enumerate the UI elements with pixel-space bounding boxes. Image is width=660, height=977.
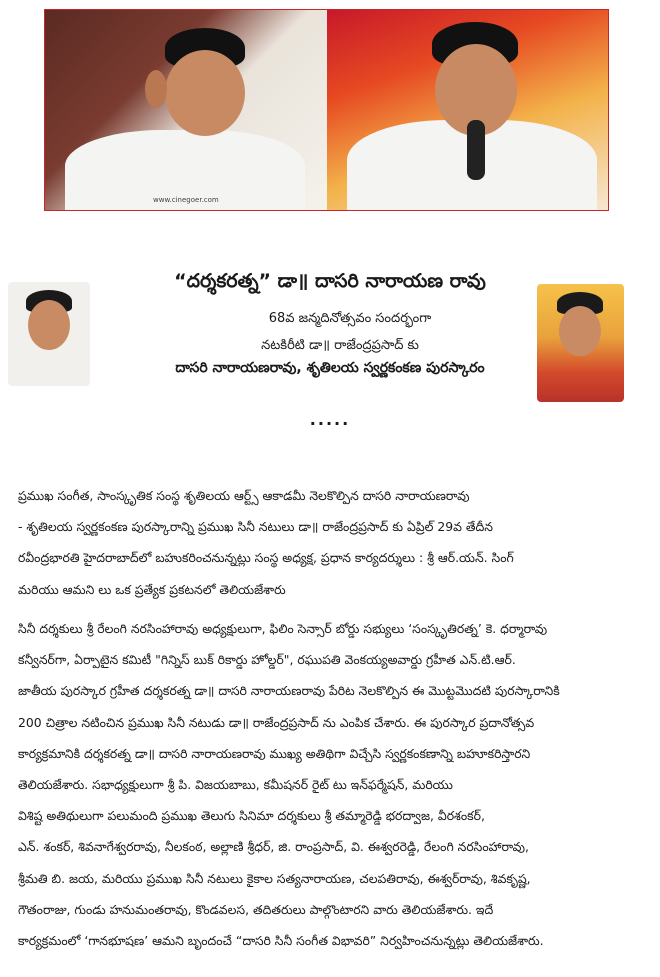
para1-line: ప్రముఖ సంగీత, సాంస్కృతిక సంస్థ శృతిలయ ఆర్ట్స్ ఆకాడమీ నెలకొల్పిన దాసరి నారాయణరావు	[18, 488, 470, 503]
para1-line: రవీంద్రభారతి హైదరాబాద్‌లో బహుకరించనున్నట్లు సంస్థ అధ్యక్ష, ప్రధాన కార్యదర్శులు : శ్రీ ఆర్.యన్. సింగ్	[18, 550, 514, 566]
para2-line: గౌతంరాజు, గుండు హనుమంతరావు, కొండవలస, తదితరులు పాల్గొంటారని వారు తెలియజేశారు. ఇదే	[18, 901, 494, 917]
headline: “దర్శకరత్న” డా॥ దాసరి నారాయణ రావు	[174, 270, 486, 292]
separator-dots: .....	[309, 410, 351, 429]
rajendra-prasad-photo	[327, 10, 608, 210]
para2-line: జాతీయ పురస్కార గ్రహీత దర్శకరత్న డా॥ దాసరి నారాయణరావు పేరిట నెలకొల్పిన ఈ మొట్టమొదటి పురస్కారానికి	[18, 683, 560, 699]
para2-line: కార్యక్రమంలో ‘గానభూషణ’ ఆమని బృందంచే “దాసరి సినీ సంగీత విభావరి” నిర్వహించనున్నట్లు తెలియజేశారు.	[18, 932, 544, 948]
rajendra-prasad-portrait	[537, 284, 624, 402]
award-title: దాసరి నారాయణరావు, శృతిలయ స్వర్ణకంకణ పురస్కారం	[175, 360, 485, 376]
dasari-photo	[45, 10, 327, 210]
header-photo-banner	[44, 9, 609, 211]
para2-line: ఎన్. శంకర్, శివనాగేశ్వరరావు, నీలకంఠ, అల్లాణి శ్రీధర్, జి. రాంప్రసాద్, వి. ఈశ్వరరెడ్డి, రేలంగి నరసింహారావు,	[18, 839, 529, 855]
para2-line: 200 చిత్రాల నటించిన ప్రముఖ సినీ నటుడు డా॥ రాజేంద్రప్రసాద్ ను ఎంపిక చేశారు. ఈ పురస్కార ప్రదానోత్సవ	[18, 714, 535, 730]
para2-line: కార్యక్రమానికి దర్శకరత్న డా॥ దాసరి నారాయణరావు ముఖ్య అతిథిగా విచ్చేసి స్వర్ణకంకణాన్ని బహూకరిస్తారని	[18, 745, 531, 761]
banner-watermark: www.cinegoer.com	[153, 196, 219, 204]
paragraph-details	[18, 613, 646, 956]
para2-line: కన్వీనర్‌గా, ఏర్పాటైన కమిటీ "గిన్నిస్ బుక్ రికార్డు హోల్డర్", రఘుపతి వెంకయ్యఅవార్డు గ్రహీత ఎన్.టి.ఆర్.	[18, 652, 516, 668]
para2-line: తెలియజేశారు. సభాధ్యక్షులుగా శ్రీ పి. విజయబాబు, కమీషనర్ రైట్ టు ఇన్‌ఫర్మేషన్, మరియు	[18, 776, 453, 792]
para2-line: శ్రీమతి బి. జయ, మరియు ప్రముఖ సినీ నటులు కైకాల సత్యనారాయణ, చలపతిరావు, ఈశ్వర్‌రావు, శివకృష్ణ,	[18, 870, 531, 886]
subheadline-honoree: నటకిరీటి డా॥ రాజేంద్రప్రసాద్ కు	[261, 338, 419, 353]
para2-line: విశిష్ట అతిథులుగా పలుమంది ప్రముఖ తెలుగు సినిమా దర్శకులు శ్రీ తమ్మారెడ్డి భరద్వాజ, వీరశంకర్,	[18, 808, 485, 824]
para1-line: - శృతిలయ స్వర్ణకంకణ పురస్కారాన్ని ప్రముఖ సినీ నటులు డా॥ రాజేంద్రప్రసాద్ కు ఏప్రిల్ 29వ తేదీన	[18, 519, 493, 535]
paragraph-announcement	[18, 480, 646, 605]
subheadline-occasion: 68వ జన్మదినోత్సవం సందర్భంగా	[268, 311, 432, 326]
para1-line: మరియు ఆమని లు ఒక ప్రత్యేక ప్రకటనలో తెలియజేశారు	[18, 581, 286, 597]
para2-line: సినీ దర్శకులు శ్రీ రేలంగి నరసింహారావు అధ్యక్షులుగా, ఫిలిం సెన్సార్ బోర్డు సభ్యులు ‘సంస్కృతిరత్న’ కె. ధర్మారావు	[18, 621, 548, 636]
